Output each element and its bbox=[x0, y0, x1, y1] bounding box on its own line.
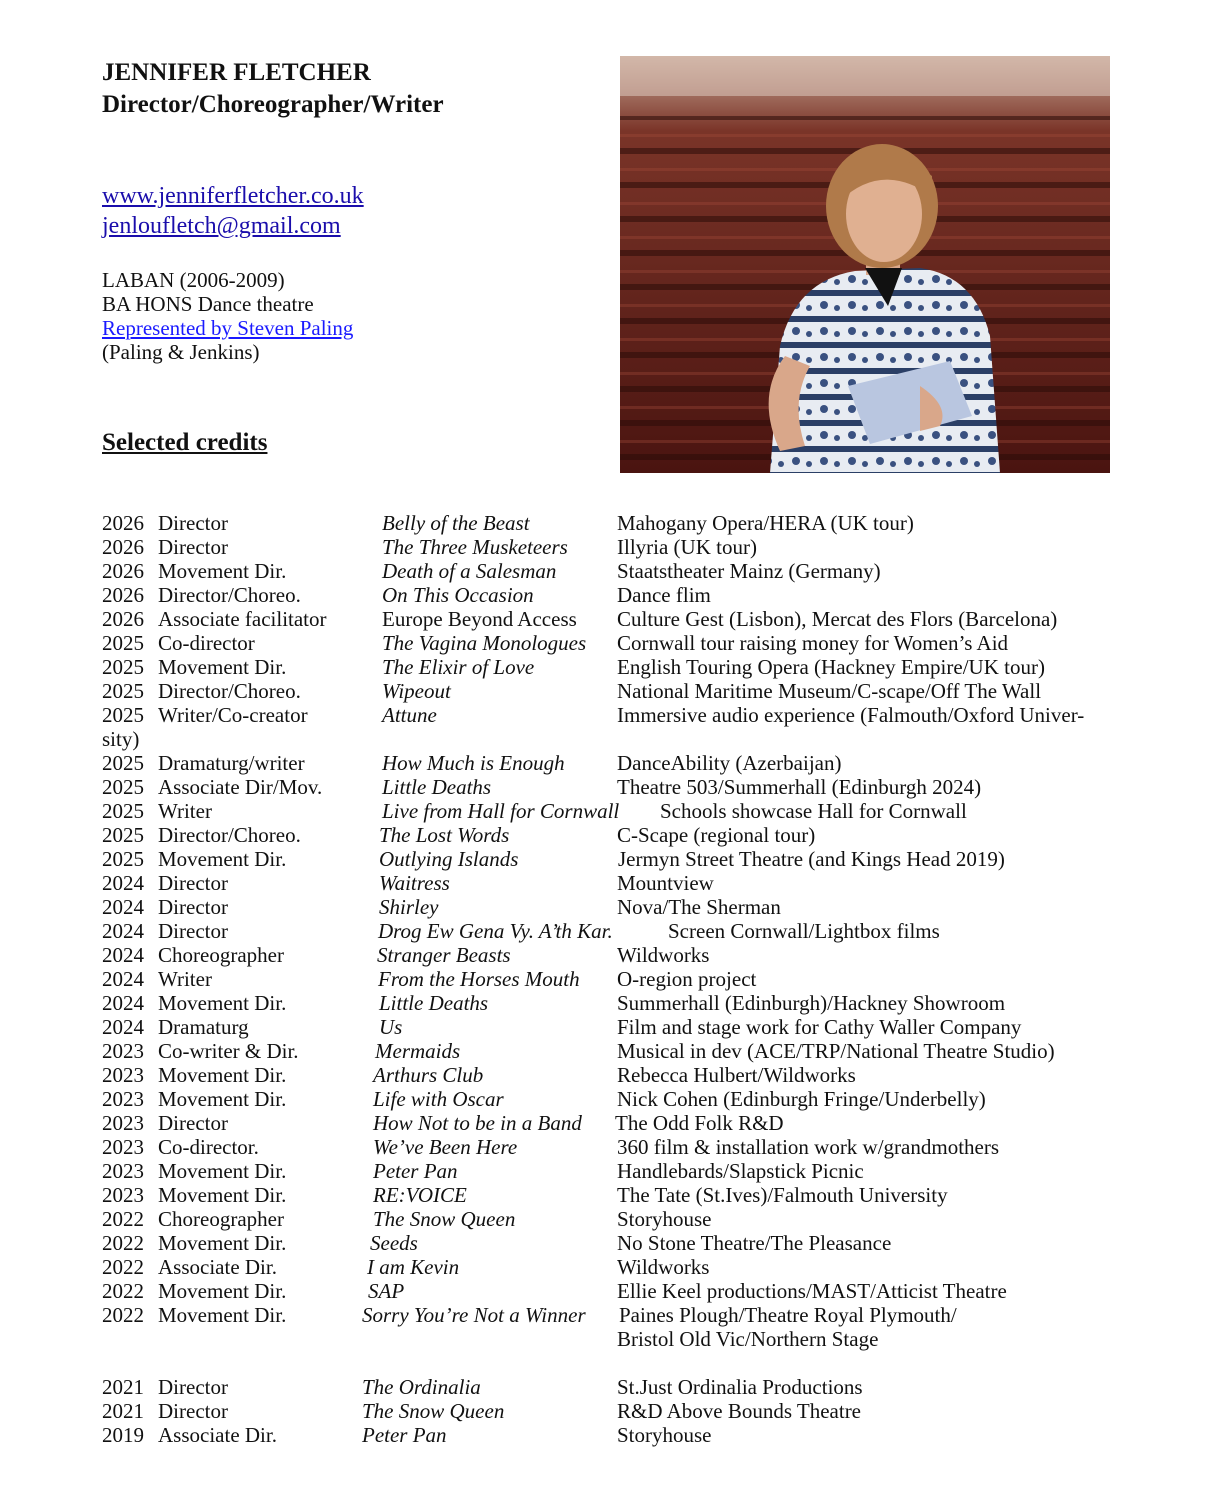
credit-role: Co-director bbox=[158, 631, 255, 655]
credit-company-wrap: sity) bbox=[102, 727, 140, 751]
credit-year-role bbox=[102, 1087, 286, 1111]
credit-company-continued bbox=[102, 1327, 1112, 1351]
credit-year-role bbox=[102, 1183, 286, 1207]
credit-title: From the Horses Mouth bbox=[378, 967, 580, 991]
credit-year: 2022 bbox=[102, 1255, 144, 1279]
credit-year: 2025 bbox=[102, 703, 144, 727]
credit-year-role bbox=[102, 1255, 277, 1279]
person-name: JENNIFER FLETCHER bbox=[102, 59, 371, 86]
credit-title: Mermaids bbox=[375, 1039, 461, 1063]
credit-company: R&D Above Bounds Theatre bbox=[617, 1399, 862, 1423]
credit-year: 2023 bbox=[102, 1135, 144, 1159]
credit-title: Little Deaths bbox=[379, 991, 489, 1015]
credit-year-role bbox=[102, 559, 286, 583]
credit-title: The Lost Words bbox=[379, 823, 510, 847]
credit-role: Movement Dir. bbox=[158, 1279, 287, 1303]
credit-row bbox=[102, 1111, 1112, 1135]
credit-year-role bbox=[102, 751, 305, 775]
credit-title: Sorry You’re Not a Winner bbox=[362, 1303, 586, 1327]
credit-year: 2021 bbox=[102, 1399, 144, 1423]
credit-year: 2021 bbox=[102, 1375, 144, 1399]
credit-role: Director bbox=[158, 535, 228, 559]
credit-row bbox=[102, 775, 1112, 799]
credit-year: 2026 bbox=[102, 511, 144, 535]
credit-company: Nova/The Sherman bbox=[617, 895, 781, 919]
agency-name: (Paling & Jenkins) bbox=[102, 340, 260, 364]
credit-row bbox=[102, 823, 1112, 847]
credit-year-role bbox=[102, 1111, 228, 1135]
credit-year: 2023 bbox=[102, 1039, 144, 1063]
credit-company: National Maritime Museum/C-scape/Off The Wall bbox=[617, 679, 1042, 703]
credit-year-role bbox=[102, 535, 228, 559]
credit-company: Musical in dev (ACE/TRP/National Theatre Studio) bbox=[617, 1039, 1055, 1063]
credit-year-role bbox=[102, 631, 255, 655]
credit-role: Associate Dir/Mov. bbox=[158, 775, 323, 799]
credit-title: The Snow Queen bbox=[373, 1207, 516, 1231]
credit-row bbox=[102, 1231, 1112, 1255]
credit-year: 2025 bbox=[102, 631, 144, 655]
credit-row bbox=[102, 703, 1112, 727]
credit-role: Director bbox=[158, 895, 228, 919]
credit-year-role bbox=[102, 871, 228, 895]
credit-company: C-Scape (regional tour) bbox=[617, 823, 816, 847]
credit-role: Movement Dir. bbox=[158, 655, 287, 679]
credit-year: 2025 bbox=[102, 799, 144, 823]
credit-row bbox=[102, 1303, 1112, 1327]
credit-year: 2023 bbox=[102, 1159, 144, 1183]
credit-row bbox=[102, 943, 1112, 967]
credit-year: 2025 bbox=[102, 823, 144, 847]
credit-row bbox=[102, 511, 1112, 535]
credit-company: 360 film & installation work w/grandmothers bbox=[617, 1135, 1000, 1159]
credit-year: 2019 bbox=[102, 1423, 144, 1447]
credit-year-role bbox=[102, 799, 212, 823]
credit-row bbox=[102, 1039, 1112, 1063]
credit-company: Mahogany Opera/HERA (UK tour) bbox=[617, 511, 914, 535]
credit-company: Dance flim bbox=[617, 583, 711, 607]
credit-year: 2023 bbox=[102, 1111, 144, 1135]
credit-title: Live from Hall for Cornwall bbox=[382, 799, 620, 823]
credit-title: Europe Beyond Access bbox=[382, 607, 577, 631]
credit-title: Us bbox=[379, 1015, 403, 1039]
education-school: LABAN (2006-2009) bbox=[102, 268, 285, 292]
credit-role: Director/Choreo. bbox=[158, 583, 301, 607]
credit-role: Movement Dir. bbox=[158, 991, 287, 1015]
credit-company: Storyhouse bbox=[617, 1423, 712, 1447]
credit-year: 2024 bbox=[102, 967, 144, 991]
credit-role: Director bbox=[158, 1375, 228, 1399]
credit-row bbox=[102, 871, 1112, 895]
credit-year-role bbox=[102, 655, 286, 679]
credit-company-continued-text: Bristol Old Vic/Northern Stage bbox=[617, 1327, 879, 1351]
representation-link[interactable]: Represented by Steven Paling bbox=[102, 316, 354, 340]
credit-row bbox=[102, 799, 1112, 823]
credit-company: Storyhouse bbox=[617, 1207, 712, 1231]
credit-row bbox=[102, 1207, 1112, 1231]
website-link[interactable]: www.jenniferfletcher.co.uk bbox=[102, 183, 364, 209]
credit-year: 2022 bbox=[102, 1279, 144, 1303]
credit-title: How Not to be in a Band bbox=[373, 1111, 582, 1135]
credit-year: 2026 bbox=[102, 607, 144, 631]
credit-title: I am Kevin bbox=[367, 1255, 460, 1279]
credit-year-role bbox=[102, 895, 228, 919]
credits-list bbox=[102, 511, 1112, 1447]
credit-role: Director/Choreo. bbox=[158, 823, 301, 847]
credit-year-role bbox=[102, 679, 301, 703]
credit-year-role bbox=[102, 847, 286, 871]
credit-year: 2023 bbox=[102, 1183, 144, 1207]
credit-title: Outlying Islands bbox=[379, 847, 519, 871]
credit-year-role bbox=[102, 967, 212, 991]
credit-row bbox=[102, 1279, 1112, 1303]
credit-role: Choreographer bbox=[158, 1207, 284, 1231]
credit-title: SAP bbox=[368, 1279, 405, 1303]
credit-year: 2024 bbox=[102, 991, 144, 1015]
credit-row bbox=[102, 1255, 1112, 1279]
credit-row bbox=[102, 1063, 1112, 1087]
credit-row bbox=[102, 1423, 1112, 1447]
credit-row bbox=[102, 535, 1112, 559]
credit-row bbox=[102, 1135, 1112, 1159]
credit-year-role bbox=[102, 1423, 277, 1447]
credit-role: Movement Dir. bbox=[158, 1159, 287, 1183]
portrait-photo-icon bbox=[620, 56, 1110, 473]
credit-title: Peter Pan bbox=[373, 1159, 458, 1183]
credit-year: 2024 bbox=[102, 943, 144, 967]
credit-role: Movement Dir. bbox=[158, 1231, 287, 1255]
credit-title: Belly of the Beast bbox=[382, 511, 530, 535]
education-block bbox=[102, 268, 353, 364]
credit-company: Film and stage work for Cathy Waller Company bbox=[617, 1015, 1022, 1039]
credit-role: Associate facilitator bbox=[158, 607, 327, 631]
credit-row bbox=[102, 1015, 1112, 1039]
credit-year: 2024 bbox=[102, 871, 144, 895]
credit-year: 2024 bbox=[102, 919, 144, 943]
credit-role: Writer/Co-creator bbox=[158, 703, 308, 727]
credit-company: St.Just Ordinalia Productions bbox=[617, 1375, 863, 1399]
credit-row bbox=[102, 919, 1112, 943]
credit-row bbox=[102, 751, 1112, 775]
credit-year-role bbox=[102, 703, 308, 727]
credit-row bbox=[102, 1159, 1112, 1183]
credit-role: Movement Dir. bbox=[158, 1087, 287, 1111]
credit-title: RE:VOICE bbox=[373, 1183, 467, 1207]
credit-year-role bbox=[102, 1399, 228, 1423]
credit-row bbox=[102, 991, 1112, 1015]
credit-company: DanceAbility (Azerbaijan) bbox=[617, 751, 842, 775]
credit-role: Associate Dir. bbox=[158, 1423, 277, 1447]
credit-company: Jermyn Street Theatre (and Kings Head 2019) bbox=[618, 847, 1005, 871]
credit-company: Culture Gest (Lisbon), Mercat des Flors (Barcelona) bbox=[617, 607, 1058, 631]
credit-role: Co-writer & Dir. bbox=[158, 1039, 299, 1063]
credit-role: Dramaturg bbox=[158, 1015, 249, 1039]
credit-role: Movement Dir. bbox=[158, 559, 287, 583]
credit-year: 2024 bbox=[102, 895, 144, 919]
credit-role: Director bbox=[158, 871, 228, 895]
credit-year-role bbox=[102, 1063, 286, 1087]
credit-title: Waitress bbox=[379, 871, 450, 895]
portrait-photo bbox=[620, 56, 1110, 473]
credit-year-role bbox=[102, 943, 284, 967]
credit-company: The Odd Folk R&D bbox=[615, 1111, 784, 1135]
credit-company: Summerhall (Edinburgh)/Hackney Showroom bbox=[617, 991, 1006, 1015]
credit-company: Wildworks bbox=[617, 943, 710, 967]
credit-title: Stranger Beasts bbox=[377, 943, 511, 967]
credit-year-role bbox=[102, 1375, 228, 1399]
credit-row bbox=[102, 583, 1112, 607]
credit-year-role bbox=[102, 511, 228, 535]
credit-role: Associate Dir. bbox=[158, 1255, 277, 1279]
credit-company: Illyria (UK tour) bbox=[617, 535, 757, 559]
credit-role: Writer bbox=[158, 967, 212, 991]
credit-company: O-region project bbox=[617, 967, 757, 991]
credit-year-role bbox=[102, 1159, 286, 1183]
credit-year: 2025 bbox=[102, 775, 144, 799]
credit-title: The Three Musketeers bbox=[382, 535, 568, 559]
credit-year-role bbox=[102, 1279, 286, 1303]
credit-row bbox=[102, 679, 1112, 703]
credit-row bbox=[102, 1399, 1112, 1423]
credit-title: Wipeout bbox=[382, 679, 451, 703]
credit-role: Movement Dir. bbox=[158, 847, 287, 871]
credit-company: Immersive audio experience (Falmouth/Oxford Univer- bbox=[617, 703, 1085, 727]
credit-row bbox=[102, 631, 1112, 655]
credit-year: 2026 bbox=[102, 559, 144, 583]
credit-year-role bbox=[102, 991, 286, 1015]
credit-company: Wildworks bbox=[617, 1255, 710, 1279]
credit-role: Director bbox=[158, 511, 228, 535]
credit-title: The Vagina Monologues bbox=[382, 631, 587, 655]
credit-year: 2023 bbox=[102, 1063, 144, 1087]
email-link[interactable]: jenloufletch@gmail.com bbox=[102, 213, 341, 239]
credit-role: Director/Choreo. bbox=[158, 679, 301, 703]
credit-title: Life with Oscar bbox=[373, 1087, 504, 1111]
credit-company: Theatre 503/Summerhall (Edinburgh 2024) bbox=[617, 775, 982, 799]
credit-title: Arthurs Club bbox=[373, 1063, 484, 1087]
credit-year-role bbox=[102, 775, 322, 799]
credit-row bbox=[102, 559, 1112, 583]
credit-company: Nick Cohen (Edinburgh Fringe/Underbelly) bbox=[617, 1087, 986, 1111]
credit-title: The Ordinalia bbox=[362, 1375, 481, 1399]
credit-year: 2025 bbox=[102, 751, 144, 775]
credit-title: Drog Ew Gena Vy. A’th Kar. bbox=[378, 919, 613, 943]
credit-row bbox=[102, 967, 1112, 991]
credit-row bbox=[102, 1183, 1112, 1207]
credit-year: 2026 bbox=[102, 583, 144, 607]
credit-company: Handlebards/Slapstick Picnic bbox=[617, 1159, 864, 1183]
credit-title: The Elixir of Love bbox=[382, 655, 535, 679]
credit-row bbox=[102, 655, 1112, 679]
credit-title: Shirley bbox=[379, 895, 439, 919]
credit-company: Ellie Keel productions/MAST/Atticist Theatre bbox=[617, 1279, 1007, 1303]
credit-row bbox=[102, 607, 1112, 631]
credit-role: Director bbox=[158, 919, 228, 943]
credit-title: Little Deaths bbox=[382, 775, 492, 799]
credit-role: Director bbox=[158, 1399, 228, 1423]
credit-row bbox=[102, 895, 1112, 919]
credit-year: 2022 bbox=[102, 1231, 144, 1255]
credit-role: Movement Dir. bbox=[158, 1063, 287, 1087]
education-degree: BA HONS Dance theatre bbox=[102, 292, 314, 316]
spacer bbox=[102, 1351, 1112, 1375]
credit-role: Movement Dir. bbox=[158, 1303, 287, 1327]
credit-year-role bbox=[102, 607, 327, 631]
credit-year: 2025 bbox=[102, 679, 144, 703]
person-title: Director/Choreographer/Writer bbox=[102, 91, 444, 118]
credit-year: 2022 bbox=[102, 1207, 144, 1231]
credit-role: Choreographer bbox=[158, 943, 284, 967]
credit-company: The Tate (St.Ives)/Falmouth University bbox=[617, 1183, 948, 1207]
credit-row bbox=[102, 1087, 1112, 1111]
credit-company: English Touring Opera (Hackney Empire/UK tour) bbox=[617, 655, 1045, 679]
credit-company: No Stone Theatre/The Pleasance bbox=[617, 1231, 892, 1255]
credit-company: Mountview bbox=[617, 871, 714, 895]
credit-row bbox=[102, 1375, 1112, 1399]
credit-year-role bbox=[102, 1015, 249, 1039]
credit-company: Paines Plough/Theatre Royal Plymouth/ bbox=[619, 1303, 957, 1327]
credit-year-role bbox=[102, 823, 301, 847]
credit-company: Staatstheater Mainz (Germany) bbox=[617, 559, 881, 583]
credit-title: How Much is Enough bbox=[382, 751, 565, 775]
credit-year-role bbox=[102, 1135, 259, 1159]
credit-company: Schools showcase Hall for Cornwall bbox=[660, 799, 967, 823]
credit-title: Peter Pan bbox=[362, 1423, 447, 1447]
credit-year: 2024 bbox=[102, 1015, 144, 1039]
credit-role: Dramaturg/writer bbox=[158, 751, 305, 775]
credit-title: On This Occasion bbox=[382, 583, 534, 607]
credit-year-role bbox=[102, 919, 228, 943]
credit-company: Rebecca Hulbert/Wildworks bbox=[617, 1063, 856, 1087]
credit-title: Attune bbox=[382, 703, 437, 727]
credit-role: Director bbox=[158, 1111, 228, 1135]
credit-year-role bbox=[102, 1039, 299, 1063]
credit-year: 2025 bbox=[102, 655, 144, 679]
credit-company: Cornwall tour raising money for Women’s Aid bbox=[617, 631, 1009, 655]
credit-role: Movement Dir. bbox=[158, 1183, 287, 1207]
credit-year: 2026 bbox=[102, 535, 144, 559]
credit-title: Seeds bbox=[370, 1231, 418, 1255]
credit-title: Death of a Salesman bbox=[382, 559, 557, 583]
credit-year: 2023 bbox=[102, 1087, 144, 1111]
credit-year-role bbox=[102, 1231, 286, 1255]
credit-year: 2025 bbox=[102, 847, 144, 871]
credit-year-role bbox=[102, 1207, 284, 1231]
credit-year: 2022 bbox=[102, 1303, 144, 1327]
credit-role: Co-director. bbox=[158, 1135, 259, 1159]
credit-company: Screen Cornwall/Lightbox films bbox=[668, 919, 940, 943]
credit-year-role bbox=[102, 1303, 286, 1327]
credit-year-role bbox=[102, 583, 301, 607]
credit-role: Writer bbox=[158, 799, 212, 823]
credit-title: We’ve Been Here bbox=[373, 1135, 518, 1159]
credit-row bbox=[102, 847, 1112, 871]
credit-title: The Snow Queen bbox=[362, 1399, 505, 1423]
section-title-credits: Selected credits bbox=[102, 429, 268, 456]
